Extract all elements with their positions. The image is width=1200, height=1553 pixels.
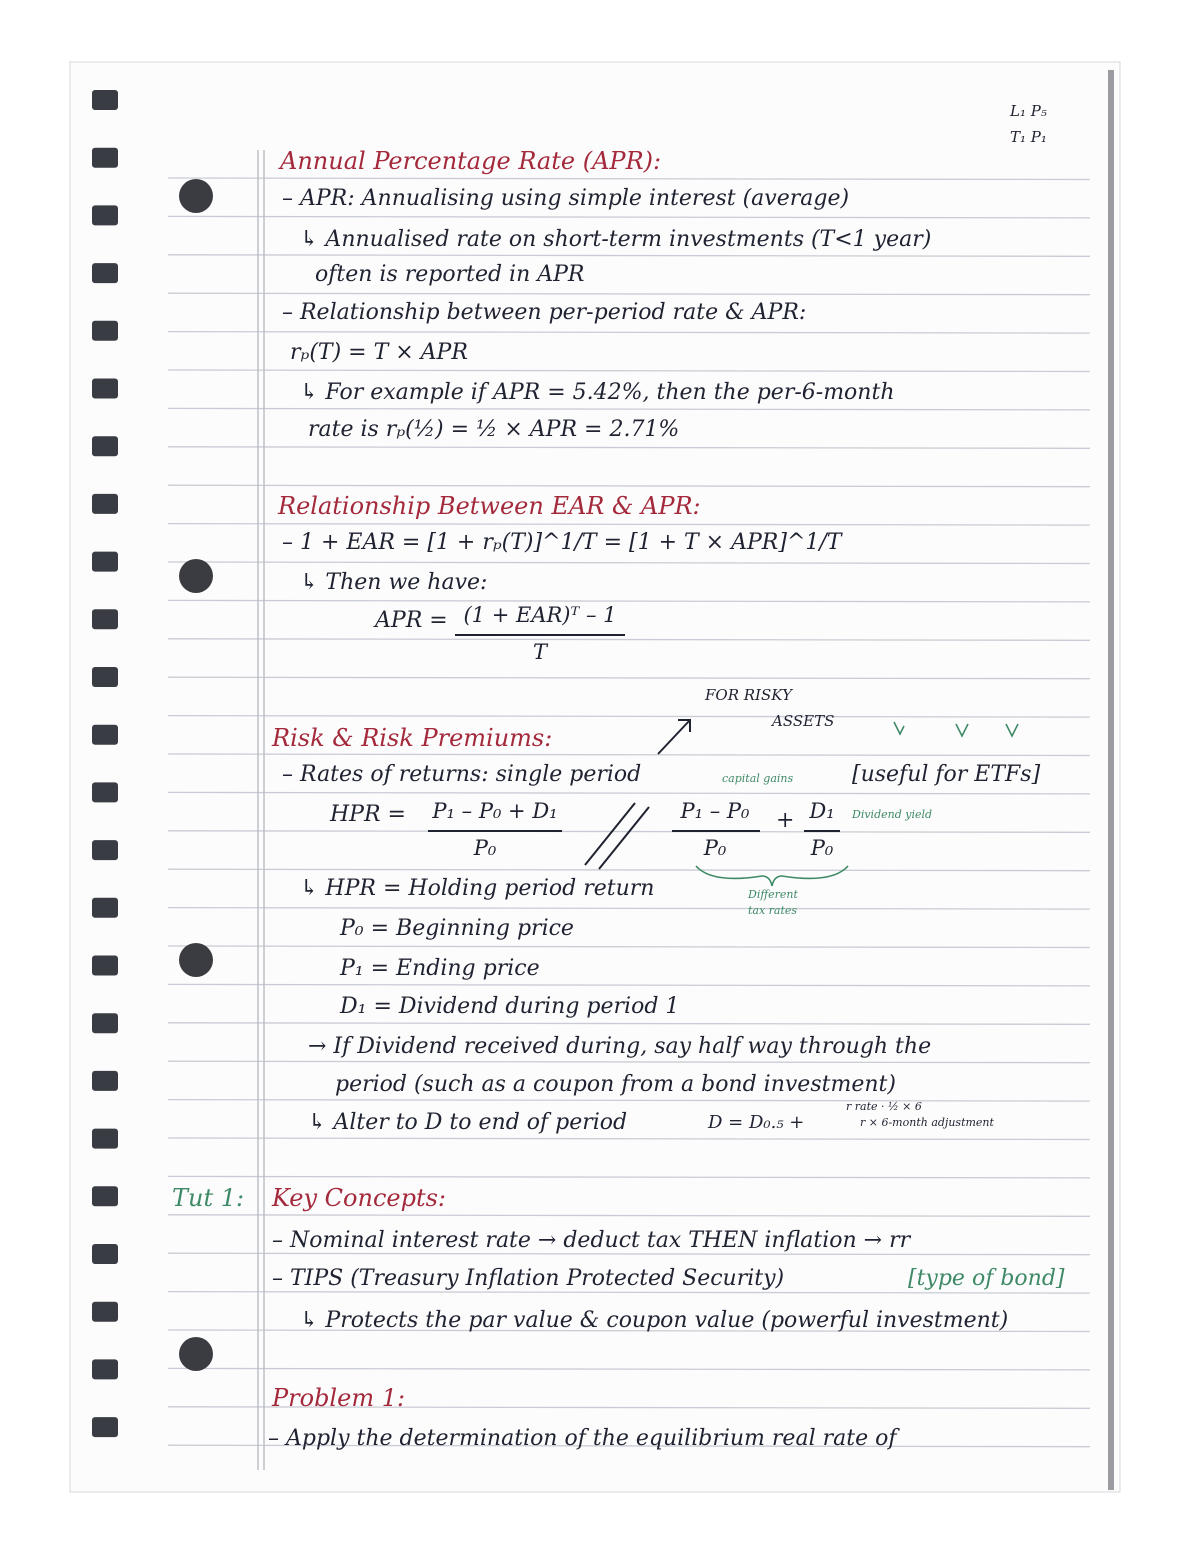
ear-formula-bar [455, 634, 625, 636]
risk-line-1: – Rates of returns: single period [282, 762, 642, 787]
tut-heading: Key Concepts: [272, 1184, 446, 1212]
spiral-ring [92, 1302, 118, 1322]
hpr-bar [428, 830, 562, 832]
apr-line-5: rₚ(T) = T × APR [290, 340, 468, 365]
spiral-ring [92, 321, 118, 341]
apr-line-3: often is reported in APR [315, 262, 585, 287]
tax-rates-note: tax rates [748, 904, 798, 917]
spiral-ring [92, 609, 118, 629]
split-plus: + [776, 808, 795, 833]
assets-label: ASSETS [772, 712, 835, 730]
spiral-ring [92, 782, 118, 802]
ear-line-1: – 1 + EAR = [1 + rₚ(T)]^1/T = [1 + T × APR]^1/T [282, 530, 842, 555]
apr-line-1: – APR: Annualising using simple interest (average) [282, 186, 850, 211]
risk-line-2: → If Dividend received during, say half way through the [308, 1034, 932, 1059]
spiral-ring [92, 148, 118, 168]
dividend-yield-note: Dividend yield [852, 808, 933, 821]
ear-formula-numerator: (1 + EAR)ᵀ – 1 [463, 603, 617, 627]
spiral-ring [92, 1186, 118, 1206]
spiral-ring [92, 725, 118, 745]
hpr-denominator: P₀ [473, 836, 497, 860]
punch-hole [179, 559, 213, 593]
risk-line-3: period (such as a coupon from a bond investment) [335, 1072, 896, 1097]
check-marks-icon [890, 718, 1040, 748]
ear-heading: Relationship Between EAR & APR: [278, 492, 701, 520]
corner-note-line1: L₁ P₅ [1010, 102, 1047, 120]
risk-line-4: ↳ Alter to D to end of period [308, 1110, 628, 1135]
tut-line-1: – Nominal interest rate → deduct tax THEN inflation → rr [272, 1228, 911, 1253]
spiral-ring [92, 379, 118, 399]
split-numerator-2: D₁ [809, 799, 835, 823]
spiral-ring [92, 1013, 118, 1033]
split-denominator-2: P₀ [810, 836, 834, 860]
punch-hole [179, 1337, 213, 1371]
split-numerator-1: P₁ – P₀ [680, 799, 750, 823]
spiral-ring [92, 956, 118, 976]
definition-p0: P₀ = Beginning price [340, 916, 574, 941]
spiral-ring [92, 1071, 118, 1091]
spiral-ring [92, 205, 118, 225]
definition-p1: P₁ = Ending price [340, 956, 540, 981]
spiral-ring [92, 494, 118, 514]
alter-note: r × 6-month adjustment [860, 1116, 994, 1129]
spiral-ring [92, 667, 118, 687]
apr-line-2: ↳ Annualised rate on short-term investments (T<1 year) [300, 227, 932, 252]
spiral-ring [92, 436, 118, 456]
spiral-ring [92, 1129, 118, 1149]
spiral-ring [92, 90, 118, 110]
definition-hpr: ↳ HPR = Holding period return [300, 876, 655, 901]
apr-line-4: – Relationship between per-period rate & APR: [282, 300, 807, 325]
tut-label: Tut 1: [172, 1184, 245, 1212]
spiral-ring [92, 1244, 118, 1264]
alter-superscript: r rate · ½ × 6 [846, 1100, 922, 1113]
ear-formula-denominator: T [532, 640, 547, 664]
spiral-ring [92, 1359, 118, 1379]
apr-line-6: ↳ For example if APR = 5.42%, then the per-6-month [300, 380, 895, 405]
punch-hole [179, 943, 213, 977]
tut-line-2: – TIPS (Treasury Inflation Protected Security) [272, 1266, 785, 1291]
definition-d1: D₁ = Dividend during period 1 [340, 994, 680, 1019]
split-bar-1 [672, 830, 760, 832]
problem-line-1: – Apply the determination of the equilibrium real rate of [268, 1426, 897, 1451]
arrow-up-right-icon [650, 712, 700, 762]
spiral-ring [92, 1417, 118, 1437]
tut-line-3: ↳ Protects the par value & coupon value (powerful investment) [300, 1308, 1009, 1333]
spiral-ring [92, 840, 118, 860]
punch-hole [179, 179, 213, 213]
apr-line-7: rate is rₚ(½) = ½ × APR = 2.71% [308, 417, 680, 442]
capital-gains-note: capital gains [722, 772, 794, 785]
split-bar-2 [804, 830, 840, 832]
for-risky-label: FOR RISKY [705, 686, 792, 704]
risk-heading: Risk & Risk Premiums: [272, 724, 553, 752]
different-note: Different [748, 888, 798, 901]
apr-heading: Annual Percentage Rate (APR): [280, 147, 662, 175]
ear-line-2: ↳ Then we have: [300, 570, 488, 595]
corner-note-line2: T₁ P₁ [1010, 128, 1047, 146]
spiral-ring [92, 263, 118, 283]
spiral-ring [92, 552, 118, 572]
problem-heading: Problem 1: [272, 1384, 406, 1412]
type-of-bond-note: [type of bond] [908, 1266, 1065, 1291]
ear-formula-lhs: APR = [375, 608, 448, 633]
spiral-ring [92, 898, 118, 918]
hpr-numerator: P₁ – P₀ + D₁ [432, 799, 558, 823]
alter-formula: D = D₀.₅ + [708, 1112, 805, 1133]
hpr-formula-lhs: HPR = [330, 802, 406, 827]
useful-for-etfs-note: [useful for ETFs] [852, 762, 1041, 787]
double-slash-icon [575, 795, 665, 875]
split-denominator-1: P₀ [703, 836, 727, 860]
